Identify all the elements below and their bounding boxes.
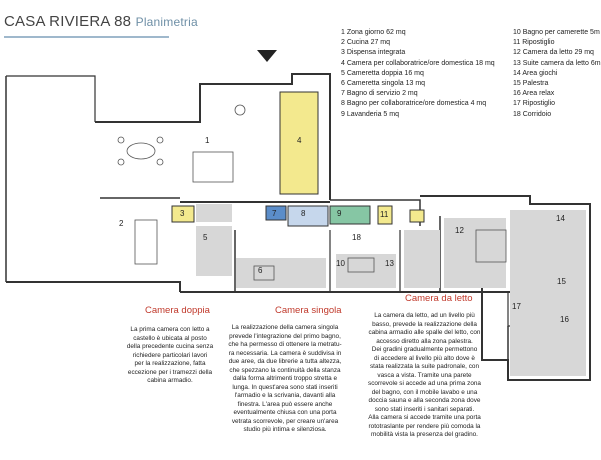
page-title	[4, 13, 198, 30]
legend-item: 14 Area giochi	[513, 69, 558, 77]
section-text-camera-doppia	[122, 326, 218, 386]
text-line: La realizzazione della camera singola	[231, 324, 339, 331]
text-line: Alla camera si accede tramite una porta	[368, 414, 481, 421]
text-line: della precedente cucina senza	[126, 343, 214, 350]
text-line: vetrata scorrevole, per creare un'area	[231, 417, 339, 425]
text-line: cabina armadio alle spalle del letto, con	[368, 329, 481, 336]
title-sub: Planimetria	[135, 15, 198, 29]
section-heading-camera-doppia: Camera doppia	[145, 305, 210, 316]
text-line: sono stati inseriti i sanitari separati.	[374, 405, 475, 413]
text-line: rototraslante per rendere più comoda la	[368, 422, 481, 430]
text-line: che spezzano la continuità della stanza	[229, 366, 341, 374]
legend-item: 17 Ripostiglio	[513, 100, 556, 108]
text-line: La prima camera con letto a	[130, 326, 210, 333]
text-line: Dei gradini gradualmente permettono	[371, 346, 478, 353]
text-line: La camera da letto, ad un livello più	[374, 312, 475, 319]
text-line: doccia sauna e alla seconda zona dove	[368, 397, 481, 404]
text-line: due aree, da due librerie a tutta altezza,	[228, 358, 342, 365]
text-line: cabina armadio.	[147, 377, 193, 384]
text-line: castello è ubicata al posto	[133, 334, 207, 342]
legend-item: 12 Camera da letto 29 mq	[513, 49, 594, 57]
legend-item: 1 Zona giorno 62 mq	[341, 29, 406, 36]
room-number: 2	[119, 219, 124, 228]
room-number: 4	[297, 136, 302, 145]
text-line: stata realizzata la suite padronale, con	[369, 363, 480, 370]
legend-item: 10 Bagno per camerette 5m	[513, 29, 600, 36]
legend-item: 11 Ripostiglio	[513, 39, 555, 47]
text-line: mobilità vista la presenza del gradino.	[371, 431, 478, 438]
room-number: 17	[512, 302, 521, 311]
section-text-camera-da-letto	[357, 312, 492, 440]
title-main: CASA RIVIERA 88	[4, 13, 132, 30]
room-number: 13	[385, 259, 394, 268]
text-line: accesso diretto alla zona palestra.	[376, 337, 473, 345]
legend-item: 15 Palestra	[513, 79, 549, 87]
legend-item: 7 Bagno di servizio 2 mq	[341, 90, 418, 98]
room-number: 16	[560, 315, 569, 324]
room-number: 8	[301, 209, 306, 218]
text-line: scorrevole si accede ad una prima zona	[368, 380, 481, 387]
room-number: 1	[205, 136, 210, 145]
north-arrow-icon	[257, 50, 277, 62]
legend-item: 2 Cucina 27 mq	[341, 39, 391, 47]
room-number: 11	[380, 210, 389, 219]
text-line: ra necessaria. La camera è suddivisa in	[228, 349, 342, 357]
text-line: che ha permesso di ottenere la metratu-	[228, 341, 342, 348]
text-line: eccezione per i tramezzi della	[127, 368, 213, 376]
room-number: 12	[455, 226, 464, 235]
section-heading-camera-singola: Camera singola	[275, 305, 342, 316]
room-number: 14	[556, 214, 565, 223]
room-number: 18	[352, 233, 361, 242]
text-line: finestra. L'area può essere anche	[237, 400, 333, 408]
text-line: per la realizzazione, fatta	[134, 360, 206, 367]
legend-item: 18 Corridoio	[513, 110, 552, 118]
room-number: 10	[336, 259, 345, 268]
room-number: 15	[557, 277, 566, 286]
room-number: 5	[203, 233, 208, 242]
text-line: di accedere al livello più alto dove è	[374, 354, 475, 362]
legend-item: 13 Suite camera da letto 6m	[513, 59, 601, 67]
legend-item: 3 Dispensa integrata	[341, 49, 406, 57]
room-12-highlight	[410, 210, 424, 222]
legend-item: 9 Lavanderia 5 mq	[341, 110, 399, 118]
legend-item: 6 Cameretta singola 13 mq	[341, 79, 426, 87]
room-number: 3	[180, 209, 185, 218]
text-line: lunga. In quest'area sono stati inseriti	[232, 383, 338, 391]
legend-item: 8 Bagno per collaboratrice/ore domestica 4 mq	[341, 100, 487, 108]
room-number: 9	[337, 209, 342, 218]
room-8-highlight	[288, 206, 328, 226]
text-line: eventualmente chiusa con una porta	[233, 409, 337, 416]
room-9-highlight	[330, 206, 370, 224]
title-underline	[4, 36, 169, 38]
section-text-camera-singola	[225, 324, 345, 435]
text-line: del bagno, con il mobile lavabo e una	[371, 388, 478, 396]
legend-item: 5 Cameretta doppia 16 mq	[341, 69, 424, 77]
text-line: l'armadio e la scrivania, davanti alla	[234, 392, 336, 399]
legend-item: 4 Camera per collaboratrice/ore domestica 18 mq	[341, 59, 495, 67]
text-line: dalla forma altrimenti troppo stretta e	[232, 375, 338, 382]
room-number: 7	[272, 209, 277, 218]
room-number: 6	[258, 266, 263, 275]
text-line: basso, prevede la realizzazione della	[372, 320, 477, 328]
text-line: prevede l'integrazione del primo bagno,	[229, 332, 341, 340]
legend-item: 16 Area relax	[513, 90, 555, 98]
text-line: richiedere particolari lavori	[132, 351, 208, 359]
text-line: studio più intima e silenziosa.	[243, 426, 327, 433]
section-heading-camera-da-letto: Camera da letto	[405, 293, 473, 304]
text-line: vasca a vista. Tramite una parete	[377, 371, 472, 379]
